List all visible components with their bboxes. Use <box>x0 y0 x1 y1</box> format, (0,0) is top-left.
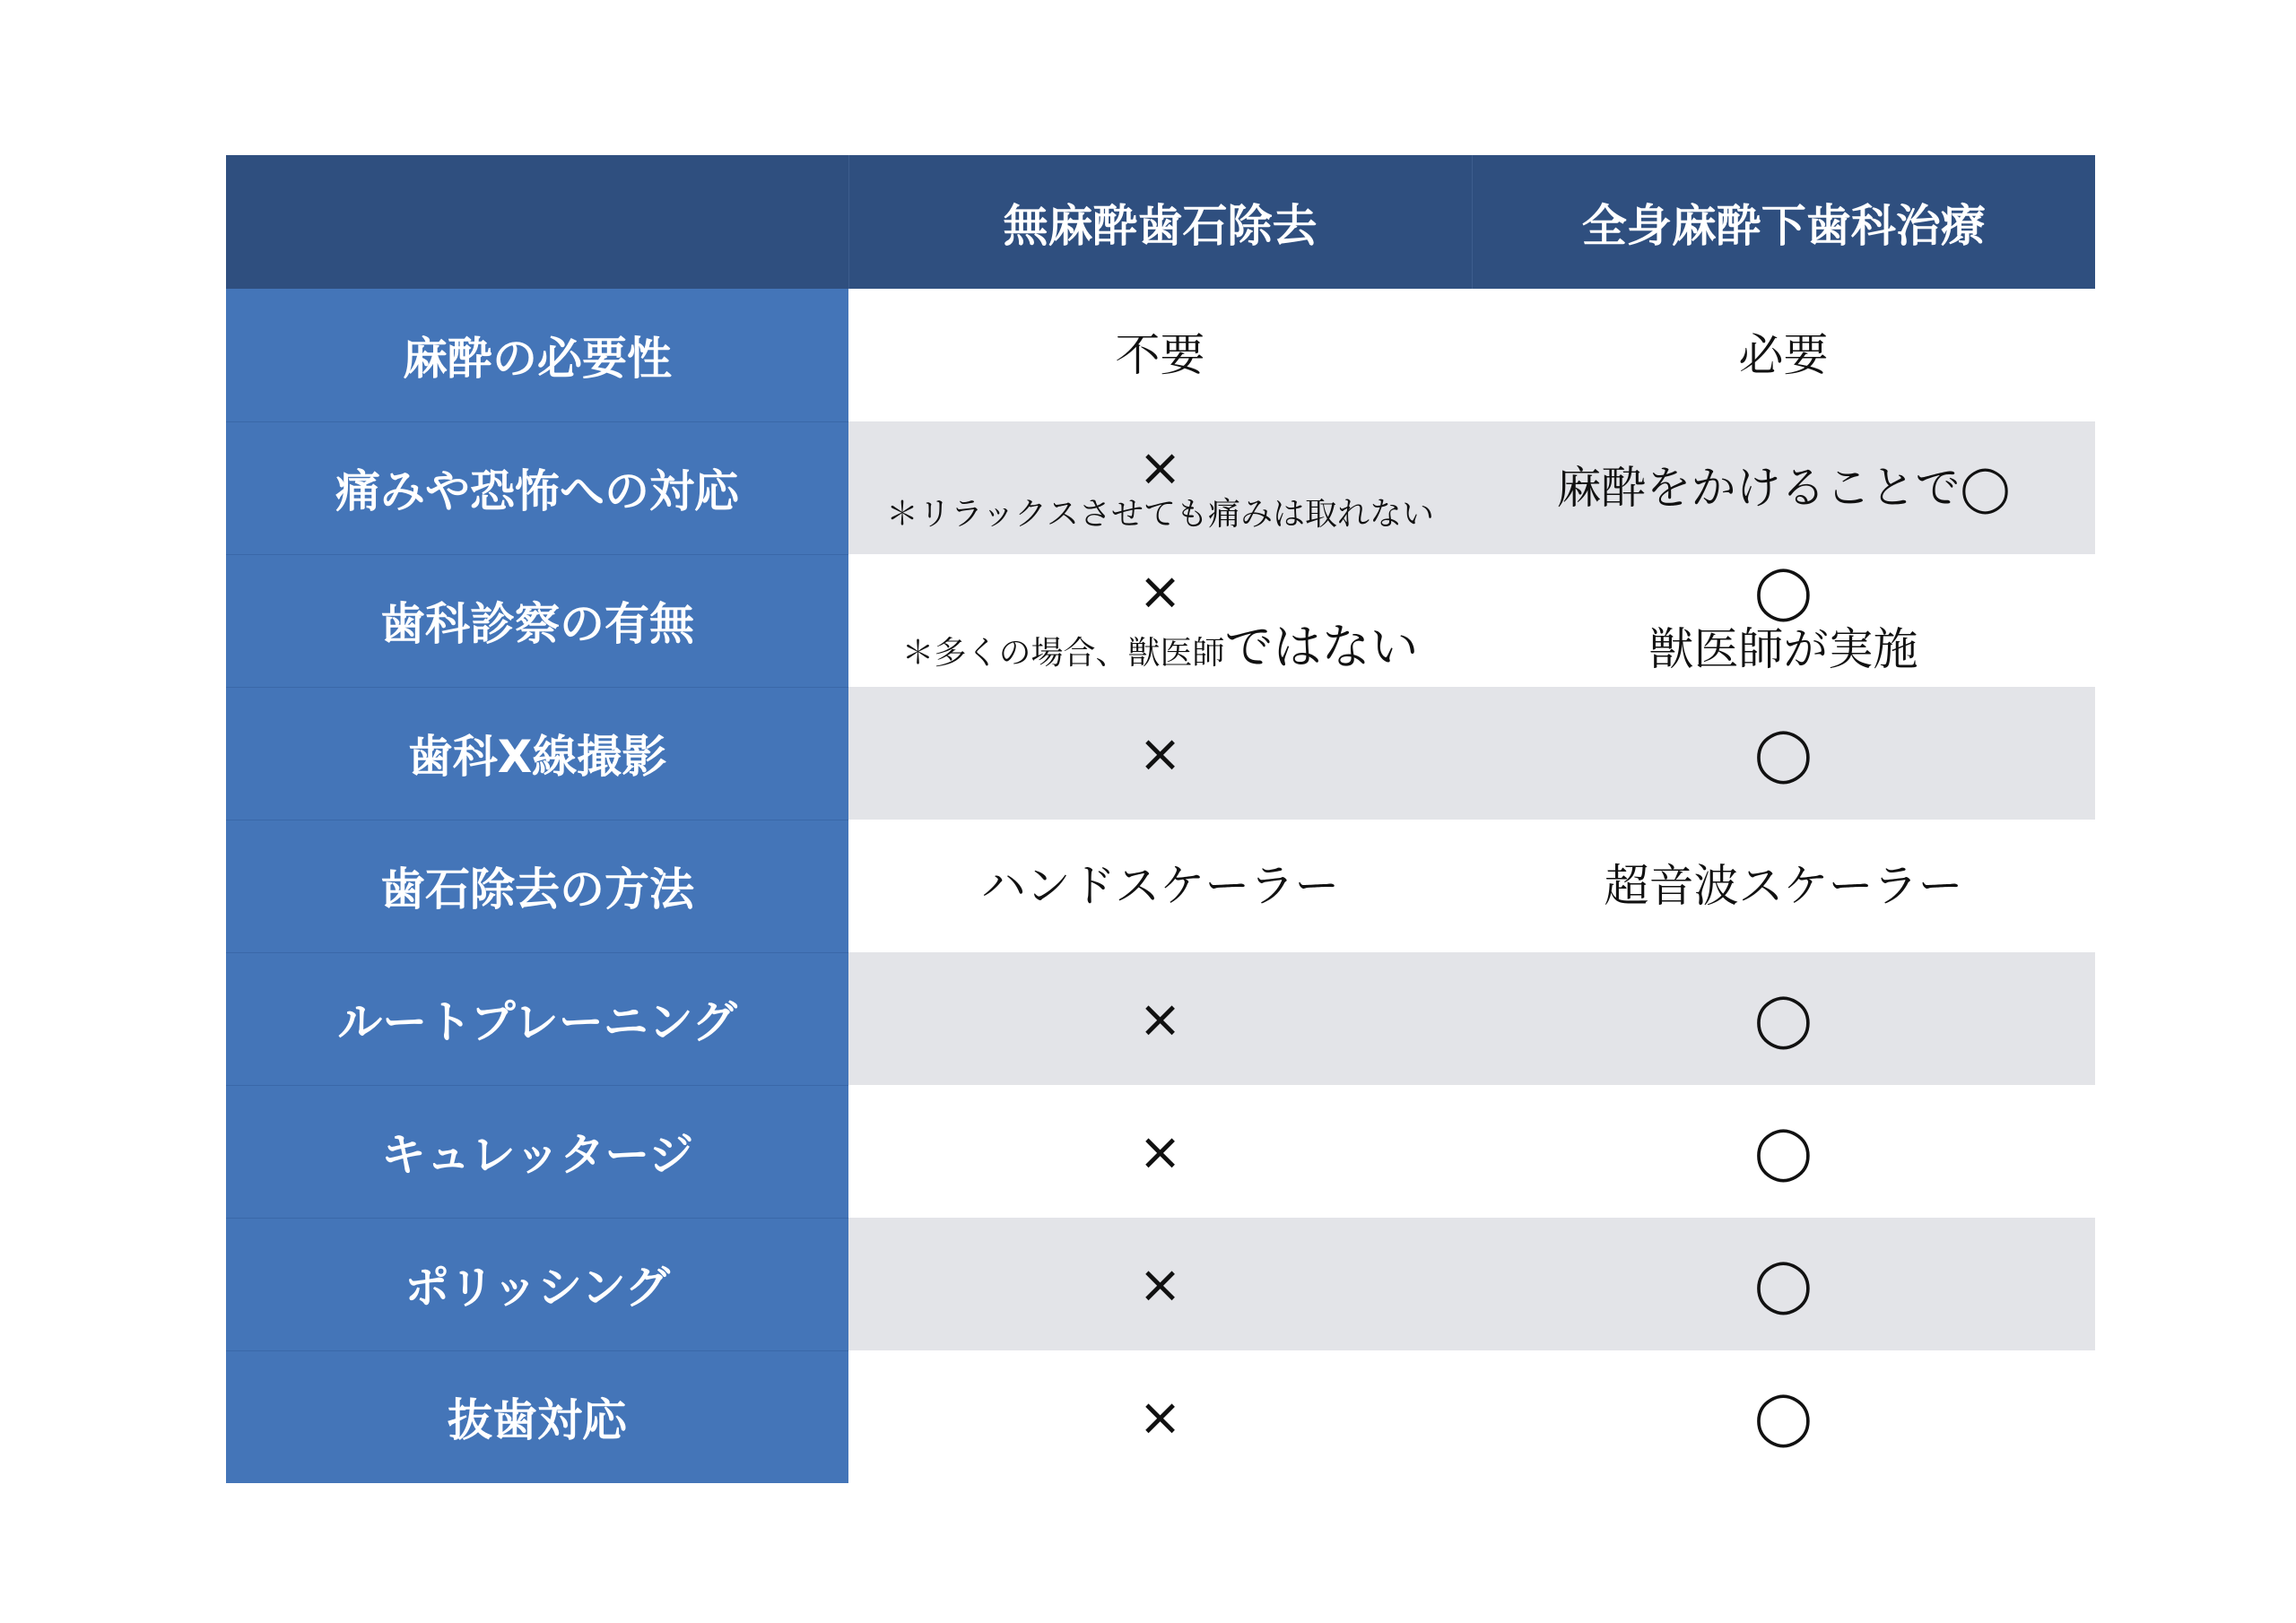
cross-mark: × <box>1138 437 1182 499</box>
circle-mark: ◯ <box>1754 1254 1813 1315</box>
table-row <box>226 289 2095 421</box>
cell-general-anesthesia <box>1472 1218 2095 1350</box>
table-row <box>226 421 2095 554</box>
cell-general-anesthesia <box>1472 554 2095 687</box>
row-label: 痛みや恐怖への対応 <box>226 421 848 554</box>
cross-mark: × <box>1138 560 1182 621</box>
table-row <box>226 1218 2095 1350</box>
header-corner-cell <box>226 155 848 289</box>
row-label: 麻酔の必要性 <box>226 289 848 421</box>
header-general-anesthesia: 全身麻酔下歯科治療 <box>1472 155 2095 289</box>
comparison-table <box>226 155 2095 1483</box>
row-label: ルートプレーニング <box>226 952 848 1085</box>
circle-mark: ◯ <box>1754 988 1813 1049</box>
cell-no-anesthesia: 不要 <box>848 289 1472 421</box>
cell-no-anesthesia <box>848 1218 1472 1350</box>
cell-general-anesthesia: 必要 <box>1472 289 2095 421</box>
cell-general-anesthesia <box>1472 687 2095 820</box>
cell-note <box>848 619 1472 677</box>
table-row <box>226 1085 2095 1218</box>
row-label: 抜歯対応 <box>226 1350 848 1483</box>
circle-mark: ◯ <box>1754 1121 1813 1182</box>
row-label: 歯科診察の有無 <box>226 554 848 687</box>
cell-note: 獣医師が実施 <box>1648 623 1918 675</box>
table-row <box>226 952 2095 1085</box>
cell-no-anesthesia <box>848 687 1472 820</box>
cell-general-anesthesia <box>1472 952 2095 1085</box>
row-label: 歯科X線撮影 <box>226 687 848 820</box>
cell-no-anesthesia <box>848 421 1472 554</box>
cross-mark: × <box>1138 723 1182 784</box>
row-label: キュレッタージ <box>226 1085 848 1218</box>
table-row <box>226 687 2095 820</box>
circle-mark: ◯ <box>1754 560 1813 621</box>
table-row <box>226 554 2095 687</box>
row-label: 歯石除去の方法 <box>226 820 848 952</box>
row-label: ポリッシング <box>226 1218 848 1350</box>
cell-no-anesthesia <box>848 1350 1472 1483</box>
cross-mark: × <box>1138 1121 1182 1182</box>
circle-mark: ◯ <box>1754 723 1813 784</box>
cross-mark: × <box>1138 1254 1182 1315</box>
cell-note: ＊リラックスさせても痛みは取れない <box>886 496 1434 534</box>
cell-no-anesthesia <box>848 554 1472 687</box>
circle-mark: ◯ <box>1754 1386 1813 1447</box>
table-row <box>226 820 2095 952</box>
header-no-anesthesia: 無麻酔歯石除去 <box>848 155 1472 289</box>
cell-no-anesthesia <box>848 952 1472 1085</box>
cell-note-small: ＊多くの場合、獣医師 <box>901 634 1225 672</box>
cross-mark: × <box>1138 1386 1182 1447</box>
cell-no-anesthesia: ハンドスケーラー <box>848 820 1472 952</box>
header-row <box>226 155 2095 289</box>
table-row <box>226 1350 2095 1483</box>
cross-mark: × <box>1138 988 1182 1049</box>
cell-general-anesthesia <box>1472 1350 2095 1483</box>
cell-general-anesthesia <box>1472 1085 2095 1218</box>
cell-general-anesthesia: 超音波スケーラー <box>1472 820 2095 952</box>
cell-note-large: ではない <box>1224 618 1419 675</box>
cell-no-anesthesia <box>848 1085 1472 1218</box>
cell-general-anesthesia: 麻酔をかけることで◯ <box>1472 421 2095 554</box>
